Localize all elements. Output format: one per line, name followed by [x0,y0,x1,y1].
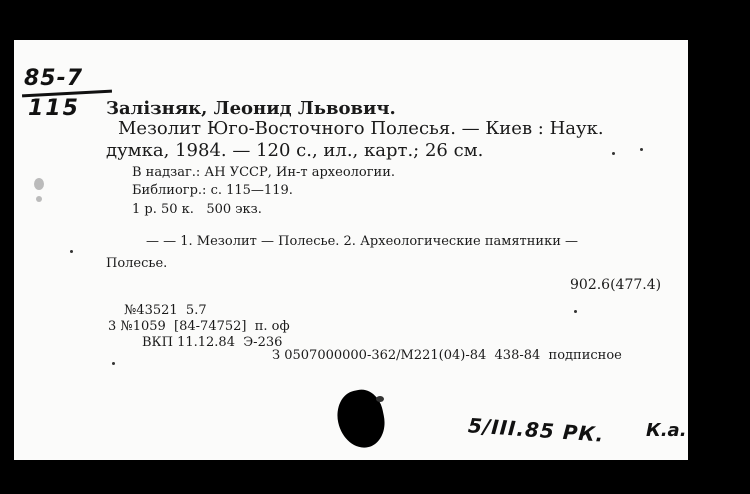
subjects-line-1: — — 1. Мезолит — Полесье. 2. Археологические памятники — [146,234,579,249]
margin-mark [640,148,643,151]
margin-mark [36,196,42,202]
subjects-line-2: Полесье. [106,256,168,271]
price-note: 1 р. 50 к. 500 экз. [132,202,262,217]
catalog-card [14,40,688,460]
margin-mark [574,310,577,313]
classification-code: 902.6(477.4) [570,277,662,293]
card-number: №43521 5.7 [124,303,207,318]
margin-mark [34,178,44,190]
shelf-mark-top: 85-7 [24,66,84,91]
handwritten-date-note: 5/III.85 РК. [467,413,606,447]
publisher-note: В надзаг.: АН УССР, Ин-т археологии. [132,165,396,180]
bottom-code: З 0507000000-362/М221(04)-84 438-84 подписное [272,348,622,363]
margin-mark [112,362,115,365]
margin-mark [70,250,73,253]
title-line-2: думка, 1984. — 120 с., ил., карт.; 26 см. [106,140,484,161]
order-line: 3 №1059 [84-74752] п. оф [108,319,290,334]
ink-speck [376,396,384,402]
vkp-line: ВКП 11.12.84 Э-236 [142,335,283,350]
margin-mark [612,152,615,155]
stamp-initials: К.а. [646,420,687,441]
author-heading: Залізняк, Леонид Львович. [106,98,396,119]
shelf-mark-bottom: 115 [28,96,80,121]
bibliography-note: Библиогр.: с. 115—119. [132,183,293,198]
title-line-1: Мезолит Юго-Восточного Полесья. — Киев : Наук. [118,118,604,139]
